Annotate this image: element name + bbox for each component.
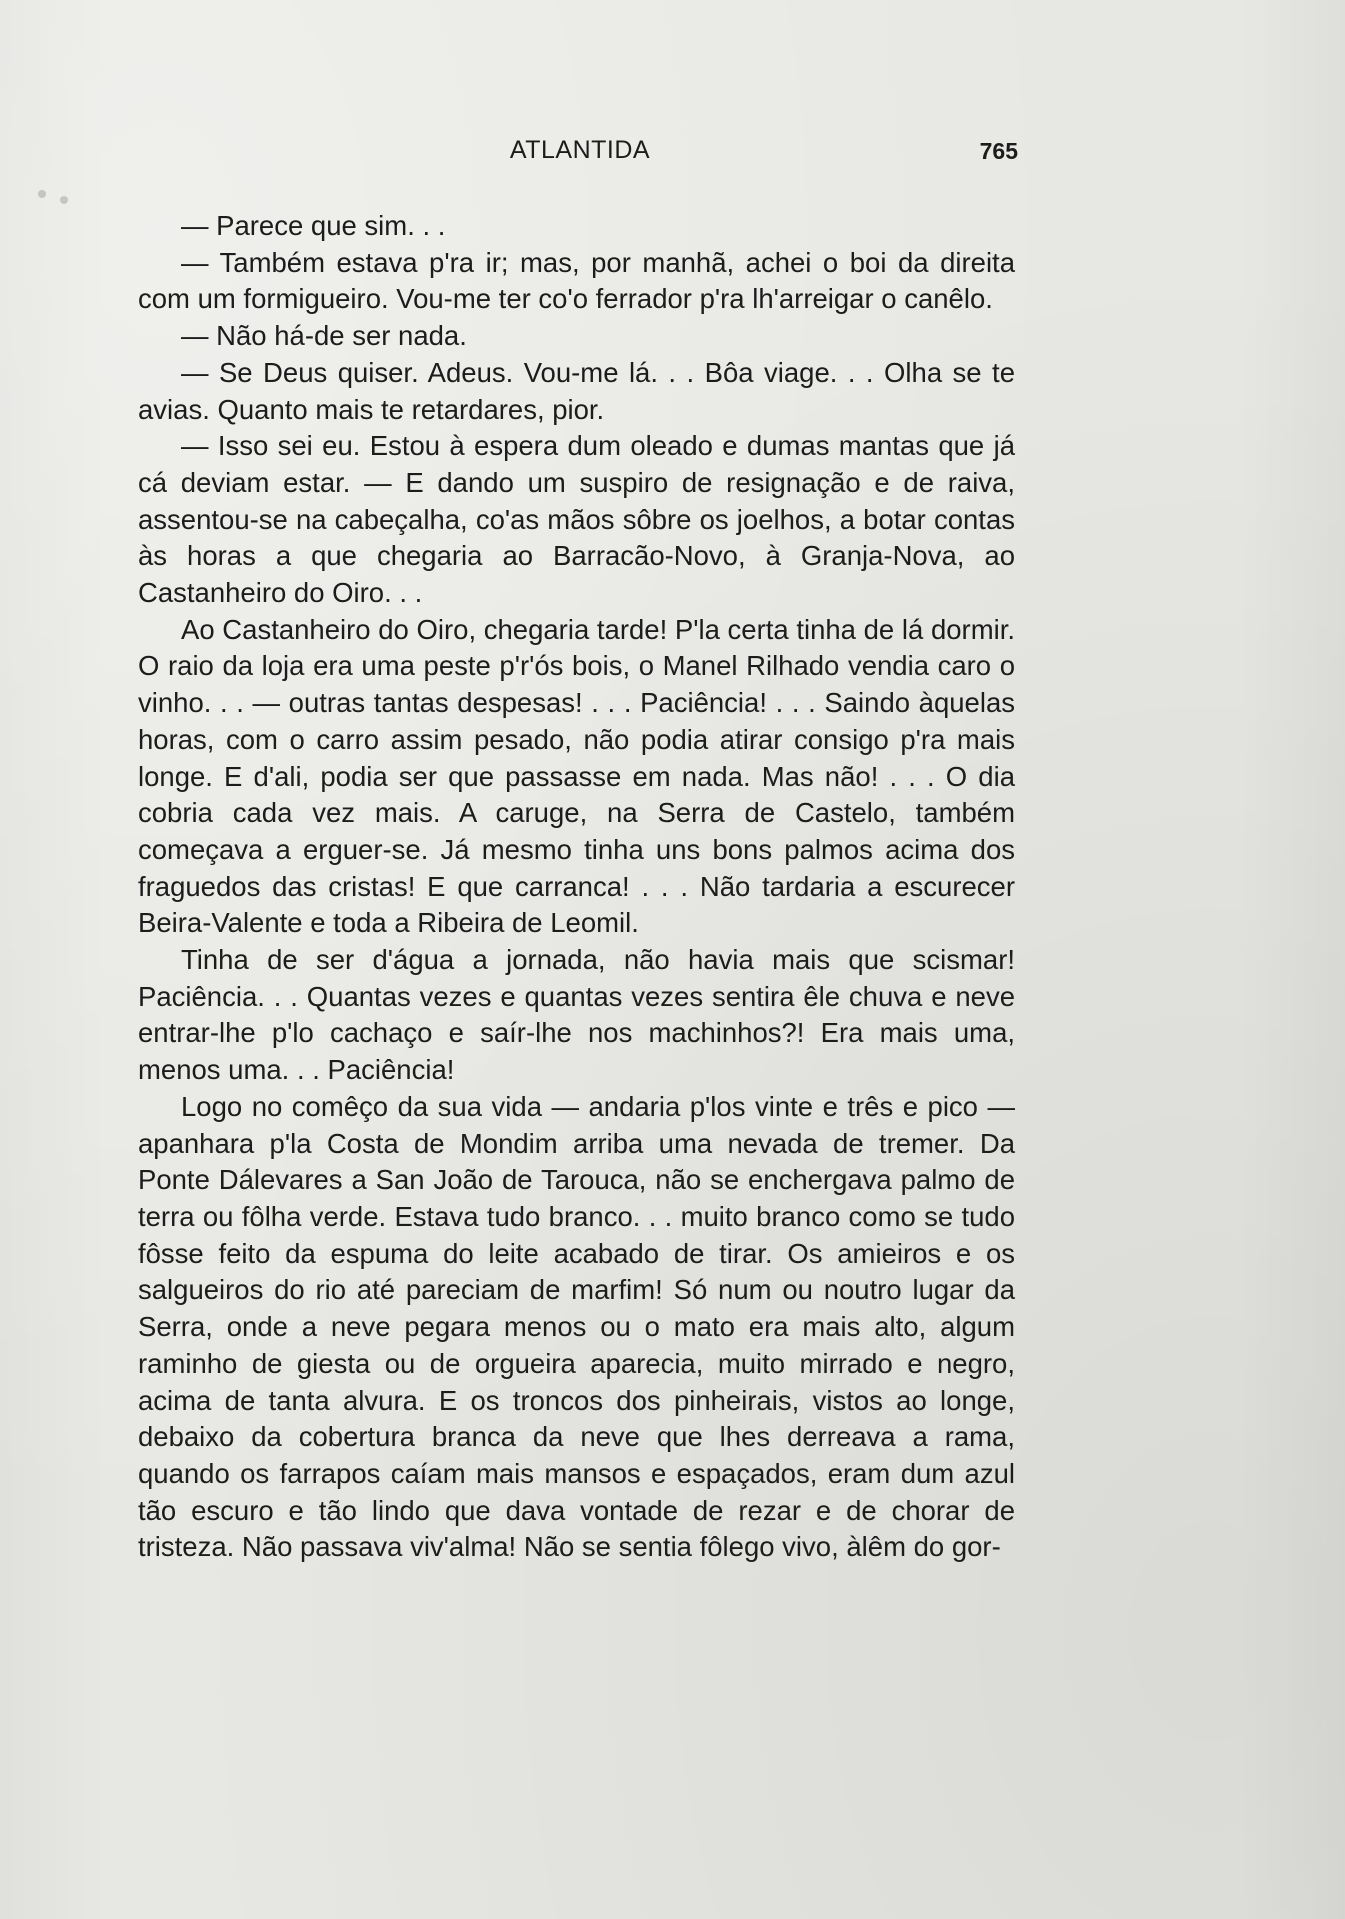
paragraph: Logo no comêço da sua vida — andaria p'los vinte e três e pico — apanhara p'la Costa de Mondim arriba uma nevada de tremer. Da Ponte Dálevares a San João de Tarouca, não se enchergava palmo de terra ou fôlha verde. Estava tudo branco. . . muito branco como se tudo fôsse feito da espuma do leite acabado de tirar. Os amieiros e os salgueiros do rio até pareciam de marfim! Só num ou noutro lugar da Serra, onde a neve pegara menos ou o mato era mais alto, algum raminho de giesta ou de orgueira aparecia, muito mirrado e negro, acima de tanta alvura. E os troncos dos pinheirais, vistos ao longe, debaixo da cobertura branca da neve que lhes derreava a rama, quando os farrapos caíam mais mansos e espaçados, eram dum azul tão escuro e tão lindo que dava vontade de rezar e de chorar de tristeza. Não passava viv'alma! Não se sentia fôlego vivo, àlêm do gor-	[138, 1090, 1015, 1563]
page-header	[140, 136, 1020, 176]
paragraph: Ao Castanheiro do Oiro, chegaria tarde! P'la certa tinha de lá dormir. O raio da loja era uma peste p'r'ós bois, o Manel Rilhado vendia caro o vinho. . . — outras tantas despesas! . . . Paciência! . . . Saindo àquelas horas, com o carro assim pesado, não podia atirar consigo p'ra mais longe. E d'ali, podia ser que passasse em nada. Mas não! . . . O dia cobria cada vez mais. A caruge, na Serra de Castelo, também começava a erguer-se. Já mesmo tinha uns bons palmos acima dos fraguedos das cristas! E que carranca! . . . Não tardaria a escurecer Beira-Valente e toda a Ribeira de Leomil.	[138, 613, 1015, 939]
page-number: 765	[979, 138, 1018, 164]
paragraph: — Parece que sim. . .	[181, 210, 446, 241]
ink-speck	[38, 190, 46, 198]
paragraph: Tinha de ser d'água a jornada, não havia mais que scismar! Paciência. . . Quantas vezes e quantas vezes sentira êle chuva e neve entrar-lhe p'lo cachaço e saír-lhe nos machinhos?! Era mais uma, menos uma. . . Paciência!	[138, 944, 1015, 1086]
paragraph: — Também estava p'ra ir; mas, por manhã, achei o boi da direita com um formigueiro. Vou-me ter co'o ferrador p'ra lh'arreigar o canêlo.	[138, 246, 1015, 315]
paragraph: — Isso sei eu. Estou à espera dum oleado e dumas mantas que já cá deviam estar. — E dando um suspiro de resignação e de raiva, assentou-se na cabeçalha, co'as mãos sôbre os joelhos, a botar contas às horas a que chegaria ao Barracão-Novo, à Granja-Nova, ao Castanheiro do Oiro. . .	[138, 430, 1015, 609]
paragraph: — Não há-de ser nada.	[181, 320, 467, 352]
paragraph: — Se Deus quiser. Adeus. Vou-me lá. . . Bôa viage. . . Olha se te avias. Quanto mais te retardares, pior.	[138, 356, 1015, 425]
ink-speck	[60, 196, 68, 204]
body-text	[138, 208, 1015, 1566]
running-title: ATLANTIDA	[509, 136, 651, 164]
